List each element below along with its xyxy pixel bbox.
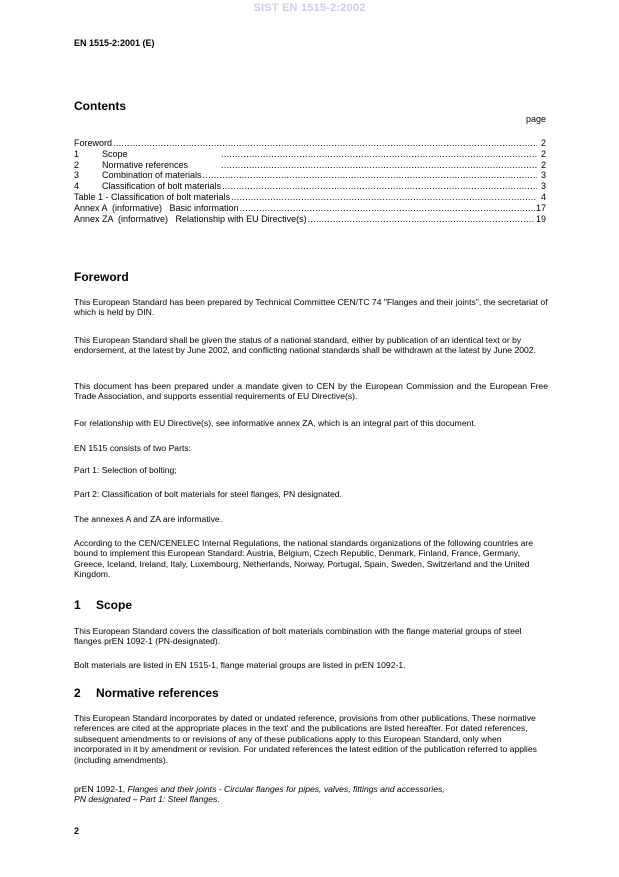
toc-entry-page: 2 (540, 159, 546, 170)
foreword-paragraph: EN 1515 consists of two Parts: (74, 443, 192, 453)
section-title: Normative references (96, 686, 219, 700)
contents-title: Contents (74, 99, 126, 113)
foreword-paragraph: This European Standard has been prepared by Technical Committee CEN/TC 74 "Flanges and their joints", the secretariat of which is held by DIN. (74, 297, 548, 318)
foreword-paragraph: This document has been prepared under a mandate given to CEN by the European Commission and the European Free Trade Association, and supports essential requirements of EU Directive(s). (74, 381, 548, 402)
scope-paragraph: Bolt materials are listed in EN 1515-1, flange material groups are listed in prEN 1092-1. (74, 660, 406, 670)
toc-entry-annex-a[interactable] (74, 203, 546, 214)
toc-entry-page: 2 (540, 148, 546, 159)
toc-entry-combination-of-materials[interactable] (74, 170, 546, 181)
scope-paragraph: This European Standard covers the classification of bolt materials combination with the flange material groups of steel flanges prEN 1092-1 (PN-designated). (74, 626, 522, 647)
toc-entry-page: 19 (535, 213, 546, 224)
toc-entry-page: 4 (540, 191, 546, 202)
toc-entry-number: 3 (74, 170, 80, 181)
toc-entry-classification[interactable] (74, 181, 546, 192)
scope-heading (74, 598, 132, 612)
reference-id: prEN 1092-1, (74, 784, 128, 794)
section-title: Scope (96, 598, 133, 612)
normative-paragraph: This European Standard incorporates by dated or undated reference, provisions from other publications. These normative references are cited at the appropriate places in the text' and the publications are listed hereafter. For dated references, subsequent amendments to or revisions of any of these publications apply to this European Standard, only when incorporated in it by amendment or revision. For undated references the latest edition of the publication referred to applies (including amendments). (74, 713, 537, 765)
toc-leader (113, 138, 537, 149)
toc-entry-page: 2 (540, 138, 546, 148)
foreword-heading: Foreword (74, 270, 129, 284)
table-of-contents (74, 138, 546, 224)
toc-entry-annex-za[interactable] (74, 214, 546, 225)
toc-entry-foreword[interactable] (74, 138, 546, 149)
toc-entry-scope[interactable] (74, 149, 546, 160)
toc-entry-title: Normative references (102, 159, 189, 170)
toc-entry-number: 2 (74, 159, 80, 170)
toc-entry-title: Combination of materials (102, 170, 202, 181)
toc-entry-title: Annex A (informative) Basic information (74, 202, 239, 213)
reference-title-line-1: Flanges and their joints - Circular flanges for pipes, valves, fittings and accessories, (127, 784, 445, 794)
toc-leader (240, 203, 535, 214)
toc-leader (221, 160, 537, 171)
toc-entry-title: Classification of bolt materials (102, 181, 222, 192)
toc-entry-page: 17 (535, 202, 546, 213)
toc-entry-table-1[interactable] (74, 192, 546, 203)
foreword-paragraph: For relationship with EU Directive(s), see informative annex ZA, which is an integral part of this document. (74, 418, 477, 428)
toc-leader (308, 214, 535, 225)
foreword-paragraph: This European Standard shall be given the status of a national standard, either by publication of an identical text or by endorsement, at the latest by June 2002, and conflicting national standards shall be withdrawn at the latest by June 2002. (74, 335, 536, 356)
normative-references-heading (74, 686, 219, 700)
toc-entry-title: Scope (102, 148, 128, 159)
foreword-paragraph: According to the CEN/CENELEC Internal Regulations, the national standards organizations of the following countries are bound to implement this European Standard: Austria, Belgium, Czech Republic, Denmark, Finland, France, Germany, Greece, Iceland, Ireland, Italy, Luxembourg, Netherlands, Norway, Portugal, Spain, Sweden, Switzerland and the United Kingdom. (74, 538, 534, 580)
foreword-paragraph: The annexes A and ZA are informative. (74, 514, 223, 524)
foreword-paragraph: Part 2: Classification of bolt materials for steel flanges, PN designated. (74, 489, 342, 499)
reference-title-line-2: PN designated – Part 1: Steel flanges. (74, 794, 220, 805)
toc-entry-title: Table 1 - Classification of bolt materials (74, 191, 231, 202)
toc-entry-title: Foreword (74, 138, 113, 148)
toc-leader (222, 181, 537, 192)
document-id: EN 1515-2:2001 (E) (74, 38, 155, 48)
watermark: SIST EN 1515-2:2002 (253, 2, 366, 14)
toc-entry-number: 1 (74, 148, 80, 159)
foreword-paragraph: Part 1: Selection of bolting; (74, 465, 177, 475)
toc-leader (231, 192, 537, 203)
toc-leader (203, 170, 537, 181)
toc-entry-page: 3 (540, 170, 546, 181)
toc-entry-page: 3 (540, 181, 546, 192)
toc-entry-normative-references[interactable] (74, 160, 546, 171)
toc-entry-title: Annex ZA (informative) Relationship with EU Directive(s) (74, 213, 307, 224)
section-number: 1 (74, 598, 81, 612)
toc-page-label: page (525, 114, 546, 124)
page-number: 2 (74, 826, 80, 836)
section-number: 2 (74, 686, 81, 700)
toc-leader (221, 149, 537, 160)
normative-reference-entry (74, 784, 548, 805)
toc-entry-number: 4 (74, 181, 80, 192)
